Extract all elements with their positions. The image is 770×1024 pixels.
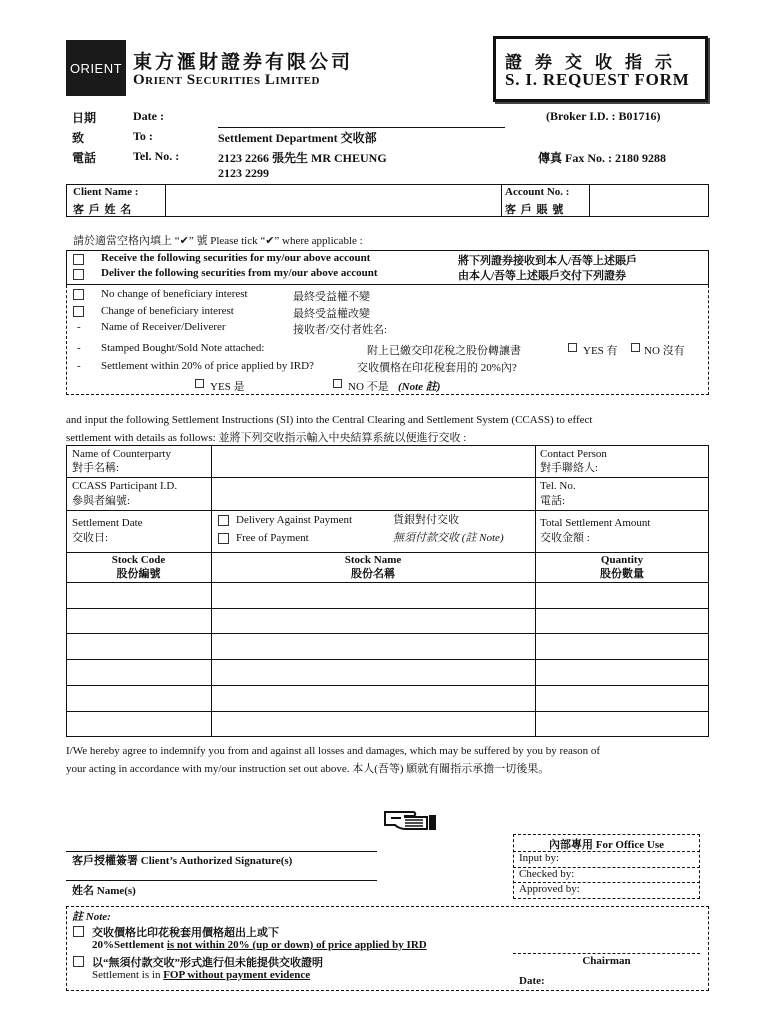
no-change-checkbox[interactable]: [73, 289, 84, 300]
approved-by-label: Approved by:: [519, 883, 580, 895]
quantity-cell[interactable]: [537, 661, 707, 683]
change-label-en: Change of beneficiary interest: [101, 305, 234, 317]
note-2-en-prefix: Settlement is in: [92, 969, 164, 981]
tick-instruction: 請於適當空格內填上 “✔” 號 Please tick “✔” where applicable :: [73, 235, 363, 247]
company-name-en: Orient Securities Limited: [133, 72, 320, 88]
form-title-en: S. I. REQUEST FORM: [505, 70, 690, 89]
stock-code-cell[interactable]: [68, 635, 209, 657]
receive-label-en: Receive the following securities for my/our above account: [101, 252, 371, 264]
to-label-en: To :: [133, 129, 153, 143]
participant-label-cn: 參與者編號:: [72, 495, 131, 507]
change-label-cn: 最終受益權改變: [293, 308, 370, 320]
within-yes-label: YES 是: [210, 381, 245, 393]
note-2-checkbox[interactable]: [73, 956, 84, 967]
dap-label-cn: 貨銀對付交收: [393, 514, 459, 526]
quantity-cell[interactable]: [537, 610, 707, 632]
stamped-no-label: NO 沒有: [644, 345, 685, 357]
participant-label-en: CCASS Participant I.D.: [72, 480, 178, 492]
date-label-en: Date :: [133, 109, 164, 123]
col-quantity: [535, 553, 709, 581]
name-line: [66, 880, 377, 881]
stamped-no-checkbox[interactable]: [631, 343, 640, 352]
fop-checkbox[interactable]: [218, 533, 229, 544]
fop-label-cn: 無須付款交收 (註 Note): [393, 532, 504, 544]
indemnity-line-1: I/We hereby agree to indemnify you from and against all losses and damages, which may be suffered by you by reason of: [66, 745, 601, 757]
date-line: [218, 127, 505, 128]
tel-value-1: 2123 2266 張先生 MR CHEUNG: [218, 151, 387, 165]
client-name-field[interactable]: [166, 185, 500, 216]
to-value: Settlement Department 交收部: [218, 131, 377, 145]
stock-code-cell[interactable]: [68, 661, 209, 683]
stock-name-cell[interactable]: [213, 713, 533, 735]
col-stock-name-en: Stock Name: [344, 554, 402, 566]
counterparty-col-line-2: [535, 445, 536, 553]
contact-person-label-cn: 對手聯絡人:: [540, 462, 599, 474]
no-change-label-cn: 最終受益權不變: [293, 291, 370, 303]
note-reference: (Note 註): [398, 381, 441, 393]
input-by-label: Input by:: [519, 852, 560, 864]
stock-row-divider: [66, 582, 709, 583]
receiver-label-en: Name of Receiver/Deliverer: [101, 321, 226, 333]
col-stock-code-cn: 股份編號: [116, 568, 161, 580]
stamped-label-en: Stamped Bought/Sold Note attached:: [101, 342, 265, 354]
col-quantity-cn: 股份數量: [600, 568, 644, 580]
ccass-intro-line-2: settlement with details as follows: 並將下列交收指示輸入中央結算系統以便進行交收 :: [66, 432, 467, 444]
change-checkbox[interactable]: [73, 306, 84, 317]
tel-label-cn: 電話:: [540, 495, 566, 507]
counterparty-name-field[interactable]: [212, 446, 534, 476]
col-stock-code: [66, 553, 211, 581]
pointing-hand-icon: [383, 803, 445, 831]
stock-name-cell[interactable]: [213, 661, 533, 683]
note-1-en-prefix: 20%Settlement: [92, 939, 167, 951]
note-1-cn: 交收價格比印花稅套用價格超出上或下: [92, 927, 279, 939]
bullet: -: [77, 321, 81, 333]
col-stock-name-cn: 股份名稱: [351, 568, 395, 580]
stock-code-cell[interactable]: [68, 713, 209, 735]
stock-row-divider: [66, 659, 709, 660]
within-label-cn: 交收價格在印花稅套用的 20%內?: [357, 362, 517, 374]
within-no-checkbox[interactable]: [333, 379, 342, 388]
stock-name-cell[interactable]: [213, 584, 533, 606]
stamped-yes-label: YES 有: [583, 345, 618, 357]
broker-id: (Broker I.D. : B01716): [546, 109, 661, 123]
receiver-label-cn: 接收者/交付者姓名:: [293, 324, 388, 336]
no-change-label-en: No change of beneficiary interest: [101, 288, 248, 300]
note-2-en: [92, 969, 310, 981]
quantity-cell[interactable]: [537, 584, 707, 606]
note-2-en-underlined: FOP without payment evidence: [163, 969, 311, 981]
counterparty-row-line-2: [66, 510, 709, 511]
quantity-cell[interactable]: [537, 713, 707, 735]
settlement-date-label-cn: 交收日:: [72, 532, 109, 544]
stock-code-cell[interactable]: [68, 610, 209, 632]
within-no-label: NO 不是: [348, 381, 389, 393]
date-label-cn: 日期: [72, 111, 97, 125]
settlement-date-label-en: Settlement Date: [72, 517, 143, 529]
company-logo: [66, 40, 126, 96]
stock-name-cell[interactable]: [213, 610, 533, 632]
quantity-cell[interactable]: [537, 687, 707, 709]
client-name-label-en: Client Name :: [73, 186, 139, 198]
deliver-label-en: Deliver the following securities from my/our above account: [101, 267, 378, 279]
fax-number: 傳真 Fax No. : 2180 9288: [538, 151, 666, 165]
account-number-field[interactable]: [590, 185, 708, 216]
note-1-en: [92, 939, 427, 951]
note-1-en-underlined: is not within 20% (up or down) of price applied by IRD: [166, 939, 427, 951]
name-label: 姓名 Name(s): [72, 885, 136, 897]
chairman-line: [513, 953, 700, 954]
ccass-intro-line-1: and input the following Settlement Instructions (SI) into the Central Clearing and Settlement System (CCASS) to effect: [66, 414, 593, 426]
counterparty-label-en: Name of Counterparty: [72, 448, 171, 460]
quantity-cell[interactable]: [537, 635, 707, 657]
account-label-en: Account No. :: [505, 186, 570, 198]
fop-label-en: Free of Payment: [236, 532, 309, 544]
logo-text: ORIENT: [69, 60, 123, 76]
receive-checkbox[interactable]: [73, 254, 84, 265]
stamped-label-cn: 附上已繳交印花稅之股份轉讓書: [367, 345, 521, 357]
dap-checkbox[interactable]: [218, 515, 229, 526]
indemnity-line-2: your acting in accordance with my/our instruction set out above. 本人(吾等) 願就有關指示承擔一切後果。: [66, 763, 550, 775]
contact-person-label-en: Contact Person: [540, 448, 607, 460]
account-label-cn: 客 戶 賬 號: [505, 204, 565, 216]
office-use-title: 內部專用 For Office Use: [549, 839, 664, 851]
to-label-cn: 致: [72, 131, 85, 145]
within-label-en: Settlement within 20% of price applied by IRD?: [101, 360, 314, 372]
stock-row-divider: [66, 633, 709, 634]
authorized-signature-label: 客戶授權簽署 Client’s Authorized Signature(s): [72, 855, 293, 867]
counterparty-label-cn: 對手名稱:: [72, 462, 120, 474]
deliver-checkbox[interactable]: [73, 269, 84, 280]
stock-row-divider: [66, 608, 709, 609]
col-quantity-en: Quantity: [600, 554, 644, 566]
bullet: -: [77, 360, 81, 372]
client-divider-2: [501, 184, 502, 217]
note-1-checkbox[interactable]: [73, 926, 84, 937]
stock-row-divider: [66, 685, 709, 686]
checked-by-label: Checked by:: [519, 868, 575, 880]
dap-label-en: Delivery Against Payment: [236, 514, 353, 526]
tel-value-2: 2123 2299: [218, 166, 269, 180]
stock-name-cell[interactable]: [213, 635, 533, 657]
receive-label-cn: 將下列證券接收到本人/吾等上述賬戶: [458, 255, 638, 267]
col-stock-name: [211, 553, 535, 581]
within-yes-checkbox[interactable]: [195, 379, 204, 388]
stock-code-cell[interactable]: [68, 584, 209, 606]
total-amount-label-cn: 交收金額 :: [540, 532, 590, 544]
tel-label-cn: 電話: [72, 151, 97, 165]
col-stock-code-en: Stock Code: [111, 554, 166, 566]
receiver-name-field[interactable]: [405, 319, 695, 335]
chairman-label: Chairman: [582, 955, 631, 967]
stock-name-cell[interactable]: [213, 687, 533, 709]
bullet: -: [77, 342, 81, 354]
stamped-yes-checkbox[interactable]: [568, 343, 577, 352]
tel-label-en: Tel. No. :: [133, 149, 180, 163]
participant-id-field[interactable]: [212, 478, 534, 509]
note-title: 註 Note:: [72, 911, 111, 923]
stock-row-divider: [66, 711, 709, 712]
deliver-label-cn: 由本人/吾等上述賬戶交付下列證券: [458, 270, 627, 282]
form-title-cn: 證券交收指示: [505, 53, 685, 73]
note-2-cn: 以“無須付款交收”形式進行但未能提供交收證明: [92, 957, 323, 969]
client-name-label-cn: 客 戶 姓 名: [73, 204, 133, 216]
stock-row-divider: [66, 736, 709, 737]
company-name-cn: 東方滙財證券有限公司: [133, 51, 354, 73]
tel-label-en: Tel. No.: [540, 480, 576, 492]
stock-code-cell[interactable]: [68, 687, 209, 709]
total-amount-label-en: Total Settlement Amount: [540, 517, 651, 529]
chairman-date-label: Date:: [519, 975, 545, 987]
